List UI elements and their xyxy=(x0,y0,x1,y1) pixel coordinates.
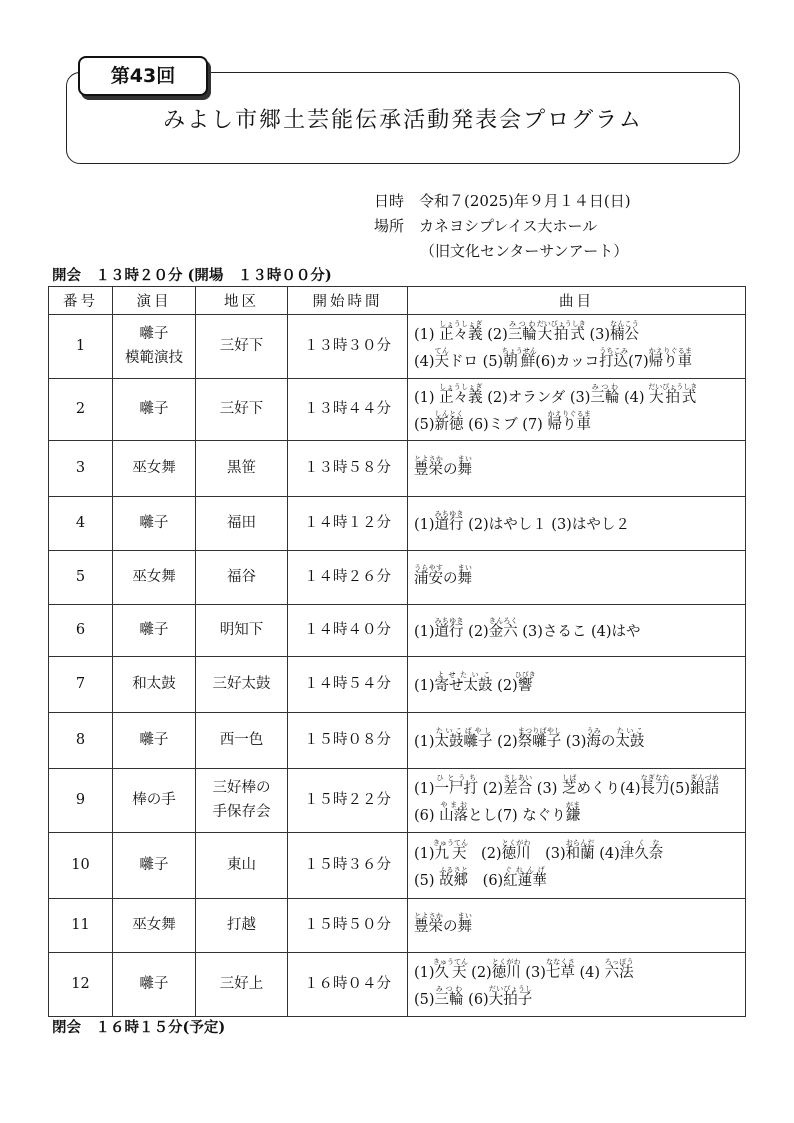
place-value: カネヨシプレイス大ホール xyxy=(419,217,598,235)
song-reading: まい xyxy=(457,564,472,573)
song-text: めくり(4) xyxy=(576,781,641,798)
songs-cell xyxy=(408,551,746,605)
district-cell: 打越 xyxy=(196,899,288,953)
song-title xyxy=(457,564,473,588)
song-kanji: 祭囃子 xyxy=(517,734,562,751)
song-line xyxy=(414,912,745,938)
song-title xyxy=(457,455,473,479)
performance-cell: 囃子 xyxy=(113,713,196,769)
table-row xyxy=(49,379,746,441)
songs-cell xyxy=(408,379,746,441)
song-reading: よせたいこ xyxy=(434,671,493,680)
district-cell: 福田 xyxy=(196,497,288,551)
edition-badge: 第43回 xyxy=(78,56,208,96)
performance-cell: 囃子 xyxy=(113,605,196,657)
song-reading: きゅうてん xyxy=(433,958,469,967)
song-text: の xyxy=(443,571,458,588)
song-text: (6) xyxy=(468,872,504,889)
song-text: (2) xyxy=(492,734,518,751)
song-kanji: 故郷 xyxy=(439,872,469,889)
start-time-cell: １４時５４分 xyxy=(288,657,408,713)
song-kanji: 津久奈 xyxy=(619,846,664,863)
song-kanji: 鎌 xyxy=(565,807,581,824)
song-reading: とくがわ xyxy=(501,839,531,848)
song-title xyxy=(565,839,595,863)
song-title xyxy=(433,958,469,982)
song-text: (2)はやし１ (3)はやし２ xyxy=(463,517,630,534)
song-line xyxy=(414,985,745,1011)
song-reading: ろっぽう xyxy=(604,958,634,967)
song-text: (6) xyxy=(414,807,440,824)
song-kanji: 正々義 xyxy=(439,327,483,344)
page-title: みよし市郷土芸能伝承活動発表会プログラム xyxy=(163,108,643,133)
song-reading: ひびき xyxy=(514,671,536,680)
song-reading: うらやす xyxy=(414,564,443,573)
song-reading: まい xyxy=(457,912,472,921)
start-time-cell: １４時１２分 xyxy=(288,497,408,551)
song-kanji: 大拍子 xyxy=(488,991,533,1008)
start-time-cell: １５時２２分 xyxy=(288,769,408,833)
song-text: (4) xyxy=(594,846,620,863)
song-reading: なぎなた xyxy=(640,774,670,783)
song-kanji: 楠公 xyxy=(610,327,640,344)
program-table xyxy=(48,286,746,1017)
number-cell: 10 xyxy=(49,833,113,899)
song-kanji: 七草 xyxy=(545,965,575,982)
song-text: とし(7) なぐり xyxy=(468,807,566,824)
district-cell: 明知下 xyxy=(196,605,288,657)
song-kanji: 九天 xyxy=(433,846,469,863)
song-reading: ぎんづめ xyxy=(690,774,720,783)
song-reading: がま xyxy=(565,800,581,809)
song-title xyxy=(434,409,464,433)
song-reading: おらんだ xyxy=(565,839,595,848)
song-line xyxy=(414,564,745,590)
start-time-cell: １５時５０分 xyxy=(288,899,408,953)
performance-cell: 巫女舞 xyxy=(113,441,196,497)
performance-cell: 囃子 xyxy=(113,497,196,551)
songs-cell xyxy=(408,899,746,953)
song-kanji: 朝鮮 xyxy=(501,353,537,370)
song-title xyxy=(434,774,479,798)
song-text: (1) xyxy=(414,624,435,641)
song-kanji: 新徳 xyxy=(434,416,464,433)
song-reading: とくがわ xyxy=(491,958,521,967)
song-title xyxy=(439,320,483,344)
song-line xyxy=(414,839,745,865)
song-title xyxy=(590,383,620,407)
song-title xyxy=(488,617,518,641)
song-text: (4) xyxy=(574,965,605,982)
song-text: (6)ミブ (7) xyxy=(463,416,548,433)
performance-cell: 和太鼓 xyxy=(113,657,196,713)
song-reading: だいびょうしき xyxy=(648,383,698,392)
song-title xyxy=(434,984,464,1008)
song-kanji: 道行 xyxy=(434,624,464,641)
song-title xyxy=(586,727,601,751)
song-title xyxy=(648,383,698,407)
song-kanji: 響 xyxy=(514,678,536,695)
song-title xyxy=(433,839,469,863)
song-reading: みつわ xyxy=(590,383,620,392)
song-reading: しんとく xyxy=(434,409,464,418)
song-kanji: 道行 xyxy=(434,517,464,534)
col-header-start-time: 開始時間 xyxy=(288,287,408,315)
song-reading: とよさか xyxy=(414,455,443,464)
start-time-cell: １３時４４分 xyxy=(288,379,408,441)
songs-cell xyxy=(408,713,746,769)
district-cell: 黒笹 xyxy=(196,441,288,497)
song-reading: ちょうせん xyxy=(501,346,537,355)
songs-cell xyxy=(408,657,746,713)
song-kanji: 六法 xyxy=(604,965,634,982)
song-text: (2)オランダ (3) xyxy=(482,390,591,407)
number-cell: 8 xyxy=(49,713,113,769)
song-kanji: 三輪 xyxy=(434,991,464,1008)
song-text: (1) xyxy=(414,327,440,344)
song-reading: だいびょうし xyxy=(488,984,533,993)
song-reading: ひとうち xyxy=(434,774,479,783)
table-row xyxy=(49,769,746,833)
song-title xyxy=(439,383,483,407)
song-title xyxy=(434,617,464,641)
song-kanji: 三輪 xyxy=(590,390,620,407)
songs-cell xyxy=(408,769,746,833)
song-line xyxy=(414,671,745,697)
songs-cell xyxy=(408,953,746,1017)
song-reading: きゅうてん xyxy=(433,839,469,848)
song-reading: かえりぐるま xyxy=(648,346,693,355)
song-line xyxy=(414,727,745,753)
song-kanji: 舞 xyxy=(457,919,472,936)
number-cell: 5 xyxy=(49,551,113,605)
song-kanji: 寄せ太鼓 xyxy=(434,678,493,695)
song-kanji: 山落 xyxy=(439,807,469,824)
song-reading: さしあい xyxy=(503,774,533,783)
song-text: (1) xyxy=(414,965,435,982)
number-cell: 4 xyxy=(49,497,113,551)
song-line xyxy=(414,455,745,481)
song-kanji: 豊栄 xyxy=(414,919,443,936)
table-row xyxy=(49,657,746,713)
song-reading: ななくさ xyxy=(545,958,575,967)
song-reading: みつわ xyxy=(434,984,464,993)
col-header-district: 地区 xyxy=(196,287,288,315)
song-reading: つくな xyxy=(619,839,664,848)
song-title xyxy=(414,455,443,479)
song-title xyxy=(491,958,521,982)
song-title xyxy=(565,800,581,824)
date-value: 令和７(2025)年９月１４日(日) xyxy=(419,192,631,210)
place-label: 場所 xyxy=(374,217,405,235)
song-kanji: 太鼓 xyxy=(615,734,645,751)
date-label: 日時 xyxy=(374,192,405,210)
col-header-performance: 演目 xyxy=(113,287,196,315)
song-line xyxy=(414,774,745,800)
song-text: の xyxy=(443,919,458,936)
song-title xyxy=(690,774,720,798)
song-reading: うみ xyxy=(586,727,601,736)
songs-cell xyxy=(408,605,746,657)
start-time-cell: １５時３６分 xyxy=(288,833,408,899)
song-text: (1) xyxy=(414,734,435,751)
song-title xyxy=(547,409,591,433)
song-text: (5) xyxy=(414,872,440,889)
start-time-cell: １３時３０分 xyxy=(288,315,408,379)
song-title xyxy=(507,320,537,344)
song-title xyxy=(414,912,443,936)
song-kanji: 帰り車 xyxy=(648,353,693,370)
col-header-number: 番号 xyxy=(49,287,113,315)
song-text: (3) xyxy=(530,846,566,863)
song-kanji: 銀詰 xyxy=(690,781,720,798)
song-reading: ふるさと xyxy=(439,865,469,874)
table-header-row xyxy=(49,287,746,315)
number-cell: 7 xyxy=(49,657,113,713)
song-kanji: 徳川 xyxy=(491,965,521,982)
song-text: (5) xyxy=(478,353,504,370)
song-title xyxy=(615,727,645,751)
performance-cell: 囃子 xyxy=(113,833,196,899)
song-line xyxy=(414,347,745,373)
district-cell: 福谷 xyxy=(196,551,288,605)
song-text: (4) xyxy=(619,390,650,407)
song-text: (5) xyxy=(414,416,435,433)
song-title xyxy=(439,865,469,889)
song-text: (2) xyxy=(478,781,504,798)
song-reading: てん xyxy=(434,346,450,355)
song-kanji: 長刀 xyxy=(640,781,670,798)
number-cell: 2 xyxy=(49,379,113,441)
song-reading: みちゆき xyxy=(434,510,464,519)
song-title xyxy=(414,564,443,588)
song-title xyxy=(517,727,562,751)
song-reading: かえりぐるま xyxy=(547,409,591,418)
song-reading: きんろく xyxy=(488,617,518,626)
song-title xyxy=(501,839,531,863)
song-line xyxy=(414,410,745,436)
program-rows xyxy=(49,315,746,1017)
song-text: (5) xyxy=(669,781,691,798)
songs-cell xyxy=(408,497,746,551)
song-text: (5) xyxy=(414,991,435,1008)
song-title xyxy=(599,346,629,370)
number-cell: 12 xyxy=(49,953,113,1017)
district-cell: 三好棒の 手保存会 xyxy=(196,769,288,833)
song-kanji: 久天 xyxy=(433,965,469,982)
song-title xyxy=(439,800,469,824)
table-row xyxy=(49,899,746,953)
song-reading: まい xyxy=(457,455,472,464)
song-kanji: 浦安 xyxy=(414,571,443,588)
song-kanji: 海 xyxy=(586,734,601,751)
song-title xyxy=(536,320,586,344)
song-text: の xyxy=(600,734,616,751)
district-cell: 三好下 xyxy=(196,379,288,441)
song-text: の xyxy=(443,462,458,479)
song-title xyxy=(434,671,493,695)
col-header-songs: 曲目 xyxy=(408,287,746,315)
table-row xyxy=(49,713,746,769)
song-kanji: 金六 xyxy=(488,624,518,641)
song-text: (2) xyxy=(466,846,502,863)
song-kanji: 帰り車 xyxy=(547,416,591,433)
place-note: （旧文化センターサンアート） xyxy=(420,242,629,260)
songs-cell xyxy=(408,441,746,497)
performance-cell: 囃子 模範演技 xyxy=(113,315,196,379)
song-kanji: 一尸打 xyxy=(434,781,479,798)
event-date xyxy=(374,190,631,211)
song-text: (1) xyxy=(414,781,435,798)
song-title xyxy=(640,774,670,798)
song-reading: しば xyxy=(561,774,577,783)
song-reading: まつりばやし xyxy=(517,727,562,736)
district-cell: 三好太鼓 xyxy=(196,657,288,713)
song-line xyxy=(414,958,745,984)
opening-time: 開会 １３時２０分 (開場 １３時００分) xyxy=(52,267,332,284)
song-text: (1) xyxy=(414,846,435,863)
song-title xyxy=(488,984,533,1008)
song-text: (6)カッコ xyxy=(535,353,600,370)
song-line xyxy=(414,866,745,892)
song-reading: ぐれんげ xyxy=(503,865,547,874)
table-row xyxy=(49,315,746,379)
song-text: (6) xyxy=(463,991,489,1008)
table-row xyxy=(49,551,746,605)
table-row xyxy=(49,953,746,1017)
song-line xyxy=(414,320,745,346)
song-kanji: 太鼓囃子 xyxy=(434,734,493,751)
song-title xyxy=(619,839,664,863)
song-title xyxy=(604,958,634,982)
song-line xyxy=(414,510,745,536)
song-text: (2) xyxy=(482,327,508,344)
song-reading: たいこ xyxy=(615,727,645,736)
song-kanji: 紅蓮華 xyxy=(503,872,547,889)
song-title xyxy=(434,510,464,534)
start-time-cell: １５時０８分 xyxy=(288,713,408,769)
number-cell: 1 xyxy=(49,315,113,379)
song-kanji: 芝 xyxy=(561,781,577,798)
number-cell: 11 xyxy=(49,899,113,953)
song-title xyxy=(501,346,537,370)
song-line xyxy=(414,801,745,827)
start-time-cell: １４時４０分 xyxy=(288,605,408,657)
song-text: (4) xyxy=(414,353,435,370)
songs-cell xyxy=(408,315,746,379)
district-cell: 西一色 xyxy=(196,713,288,769)
song-text: (3)さるこ (4)はや xyxy=(517,624,641,641)
song-reading: なんこう xyxy=(610,320,640,329)
song-reading: しょうしょぎ xyxy=(439,383,483,392)
song-kanji: 正々義 xyxy=(439,390,483,407)
song-text: (7) xyxy=(628,353,649,370)
table-row xyxy=(49,441,746,497)
song-title xyxy=(457,912,473,936)
district-cell: 三好下 xyxy=(196,315,288,379)
song-text: (2) xyxy=(492,678,518,695)
song-kanji: 舞 xyxy=(457,571,472,588)
song-reading: たいこばやし xyxy=(434,727,493,736)
song-title xyxy=(610,320,640,344)
song-title xyxy=(503,774,533,798)
song-kanji: 打込 xyxy=(599,353,629,370)
song-kanji: 三輪 xyxy=(507,327,537,344)
song-reading: みつわ xyxy=(507,320,537,329)
district-cell: 東山 xyxy=(196,833,288,899)
song-text: ドロ xyxy=(449,353,479,370)
song-title xyxy=(648,346,693,370)
start-time-cell: １３時５８分 xyxy=(288,441,408,497)
song-reading: みちゆき xyxy=(434,617,464,626)
song-text: (3) xyxy=(532,781,562,798)
table-row xyxy=(49,605,746,657)
song-reading: とよさか xyxy=(414,912,443,921)
song-text: (1) xyxy=(414,517,435,534)
song-title xyxy=(561,774,577,798)
closing-time: 閉会 １６時１５分(予定) xyxy=(52,1019,226,1036)
song-kanji: 徳川 xyxy=(501,846,531,863)
song-kanji: 豊栄 xyxy=(414,462,443,479)
song-text: (2) xyxy=(463,624,489,641)
number-cell: 6 xyxy=(49,605,113,657)
song-text: (1) xyxy=(414,678,435,695)
song-title xyxy=(434,346,450,370)
song-reading: しょうしょぎ xyxy=(439,320,483,329)
song-kanji: 差合 xyxy=(503,781,533,798)
song-kanji: 天 xyxy=(434,353,450,370)
table-row xyxy=(49,833,746,899)
song-reading: やまお xyxy=(439,800,469,809)
song-kanji: 大拍式 xyxy=(648,390,698,407)
performance-cell: 囃子 xyxy=(113,379,196,441)
song-line xyxy=(414,383,745,409)
song-text: (3) xyxy=(561,734,587,751)
song-title xyxy=(434,727,493,751)
song-kanji: 舞 xyxy=(457,462,472,479)
start-time-cell: １６時０４分 xyxy=(288,953,408,1017)
performance-cell: 巫女舞 xyxy=(113,551,196,605)
number-cell: 9 xyxy=(49,769,113,833)
song-kanji: 大拍式 xyxy=(536,327,586,344)
song-reading: だいびょうしき xyxy=(536,320,586,329)
table-row xyxy=(49,497,746,551)
song-title xyxy=(545,958,575,982)
start-time-cell: １４時２６分 xyxy=(288,551,408,605)
song-text: (3) xyxy=(520,965,546,982)
song-text: (3) xyxy=(584,327,611,344)
song-kanji: 和蘭 xyxy=(565,846,595,863)
event-place xyxy=(374,215,597,236)
songs-cell xyxy=(408,833,746,899)
song-line xyxy=(414,617,745,643)
song-text: (2) xyxy=(466,965,492,982)
song-title xyxy=(514,671,536,695)
district-cell: 三好上 xyxy=(196,953,288,1017)
performance-cell: 棒の手 xyxy=(113,769,196,833)
song-title xyxy=(503,865,547,889)
performance-cell: 巫女舞 xyxy=(113,899,196,953)
song-text: (1) xyxy=(414,390,440,407)
song-reading: うちこみ xyxy=(599,346,629,355)
performance-cell: 囃子 xyxy=(113,953,196,1017)
number-cell: 3 xyxy=(49,441,113,497)
